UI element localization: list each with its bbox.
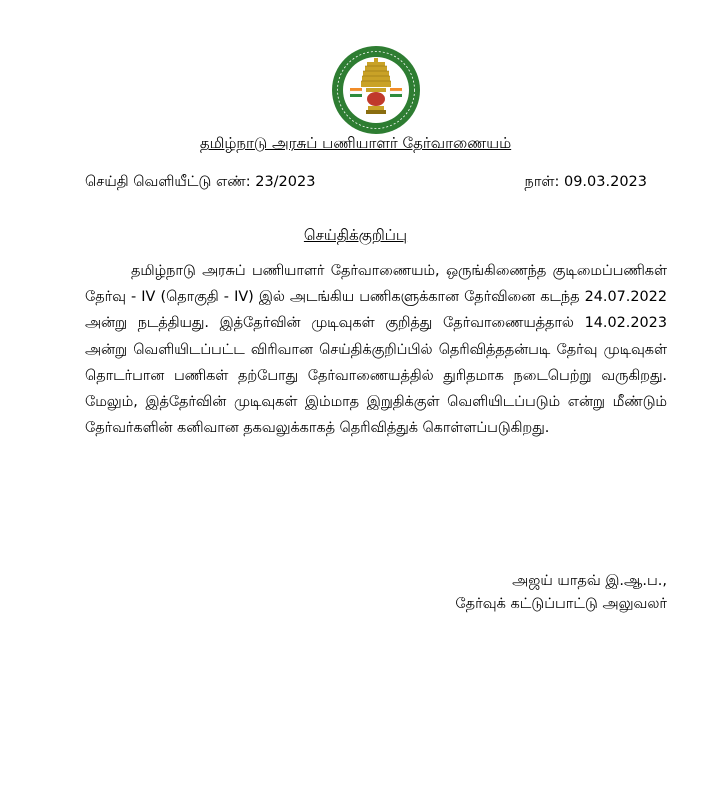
signature-block (407, 570, 667, 616)
press-release-date: நாள்: 09.03.2023 (524, 174, 647, 190)
press-release-body: தமிழ்நாடு அரசுப் பணியாளர் தேர்வாணையம், ஒருங்கிணைந்த குடிமைப்பணிகள் தேர்வு - IV (தொகுதி - IV) இல் அடங்கிய பணிகளுக்கான தேர்வினை கடந்த 24.07.2022 அன்று நடத்தியது. இத்தேர்வின் முடிவுகள் குறித்து தேர்வாணையத்தால் 14.02.2023 அன்று வெளியிடப்பட்ட விரிவான செய்திக்குறிப்பில் தெரிவித்ததன்படி தேர்வு முடிவுகள் தொடர்பான பணிகள் தற்போது தேர்வாணையத்தில் துரிதமாக நடைபெற்று வருகிறது. மேலும், இத்தேர்வின் முடிவுகள் இம்மாத இறுதிக்குள் வெளியிடப்படும் என்று மீண்டும் தேர்வர்களின் கனிவான தகவலுக்காகத் தெரிவித்துக் கொள்ளப்படுகிறது. (85, 263, 667, 437)
signatory-name: அஜய் யாதவ் இ.ஆ.ப., (512, 573, 667, 589)
organization-title: தமிழ்நாடு அரசுப் பணியாளர் தேர்வாணையம் (199, 134, 512, 152)
tamil-nadu-emblem-seal-icon (330, 44, 422, 136)
tamil-nadu-emblem (330, 44, 422, 136)
press-release-number: செய்தி வெளியீட்டு எண்: 23/2023 (85, 174, 316, 190)
document-heading: செய்திக்குறிப்பு (303, 226, 408, 244)
signatory-designation: தேர்வுக் கட்டுப்பாட்டு அலுவலர் (455, 596, 667, 612)
